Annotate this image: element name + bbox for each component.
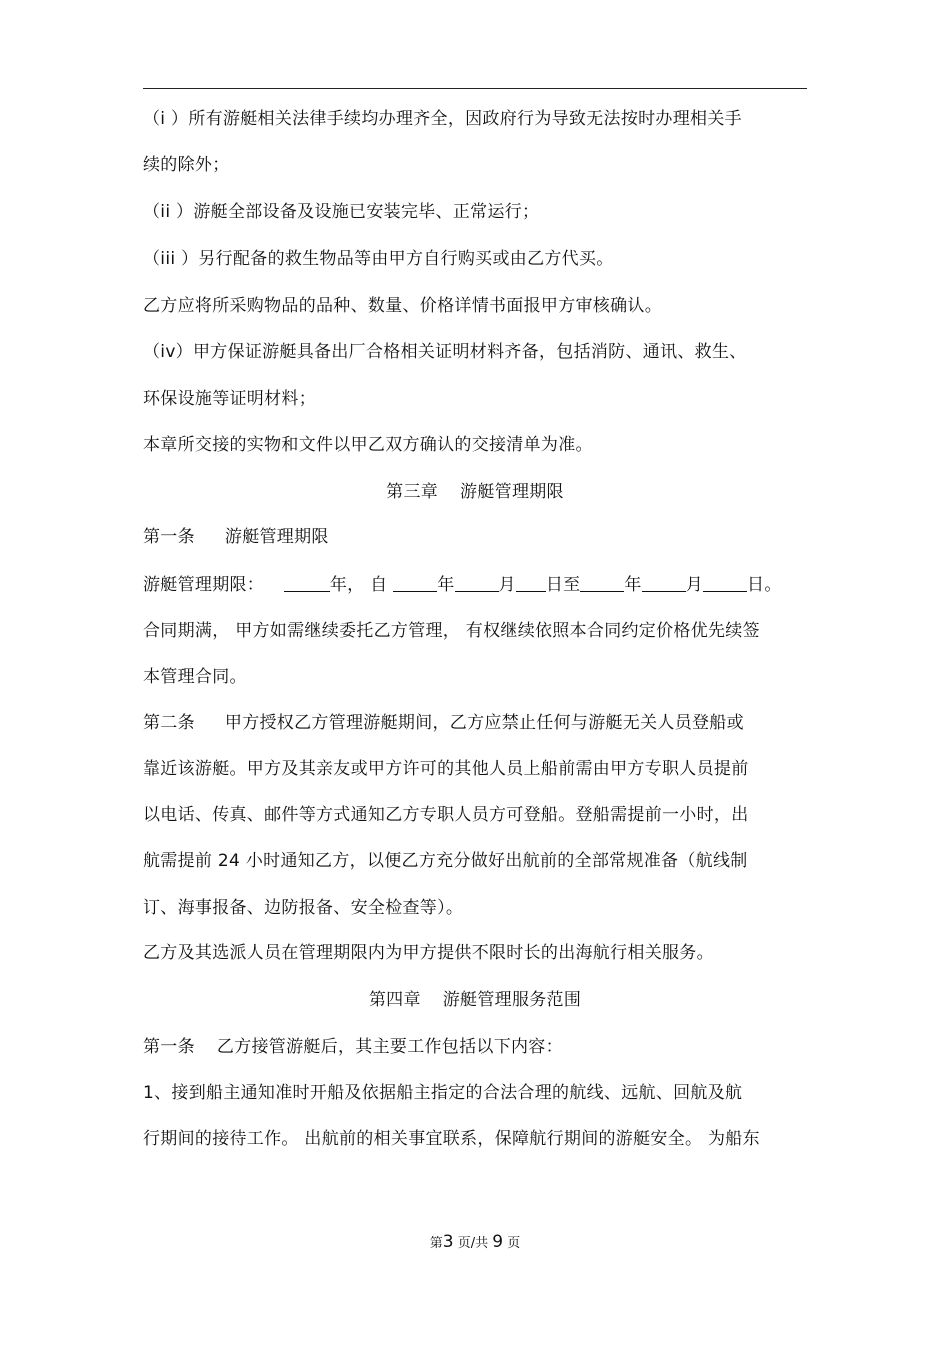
text-line: 合同期满， 甲方如需继续委托乙方管理， 有权继续依照本合同约定价格优先续签: [143, 621, 760, 641]
year-text: 年: [437, 575, 455, 595]
management-period-line: [143, 574, 782, 596]
footer-mid: 页/共: [453, 1236, 493, 1251]
text-line: 乙方应将所采购物品的品种、数量、价格详情书面报甲方审核确认。: [143, 296, 662, 316]
text-line: 行期间的接待工作。 出航前的相关事宜联系，保障航行期间的游艇安全。 为船东: [143, 1129, 760, 1149]
text-line: 续的除外；: [143, 155, 230, 175]
footer-prefix: 第: [429, 1236, 443, 1251]
text-line: 以电话、传真、邮件等方式通知乙方专职人员方可登船。登船需提前一小时，出: [143, 805, 749, 825]
blank-from-year: [393, 575, 437, 592]
from-text: 自: [370, 575, 388, 595]
chapter-heading: [0, 481, 950, 503]
chapter-number: 第三章: [386, 482, 439, 502]
total-pages: 9: [492, 1232, 504, 1252]
month-text: 月: [498, 575, 516, 595]
text-line: 订、海事报备、边防报备、安全检查等）。: [143, 898, 464, 918]
text-line: （ii ）游艇全部设备及设施已安装完毕、正常运行；: [143, 202, 540, 222]
article-text: 乙方接管游艇后，其主要工作包括以下内容：: [216, 1037, 563, 1057]
chapter-title: 游艇管理服务范围: [442, 990, 582, 1010]
period-label: 游艇管理期限：: [143, 575, 265, 595]
blank-to-day: [703, 575, 747, 592]
day-end-text: 日。: [747, 575, 782, 595]
blank-to-year: [580, 575, 624, 592]
text-line: 靠近该游艇。甲方及其亲友或甲方许可的其他人员上船前需由甲方专职人员提前: [143, 759, 749, 779]
article-number: 第一条: [143, 527, 195, 547]
text-line: 1、接到船主通知准时开船及依据船主指定的合法合理的航线、远航、回航及航: [143, 1083, 743, 1103]
article-number: 第一条: [143, 1037, 195, 1057]
month-text: 月: [685, 575, 704, 595]
article-paragraph: [143, 712, 744, 734]
blank-year: [284, 575, 330, 592]
blank-to-month: [642, 575, 686, 592]
day-to-text: 日至: [545, 575, 581, 595]
blank-from-day: [516, 575, 546, 592]
chapter-number: 第四章: [368, 990, 421, 1010]
article-title: 游艇管理期限: [224, 527, 329, 547]
text-line: 航需提前 24 小时通知乙方，以便乙方充分做好出航前的全部常规准备（航线制: [143, 851, 748, 871]
text-line: （iv）甲方保证游艇具备出厂合格相关证明材料齐备，包括消防、通讯、救生、: [143, 342, 747, 362]
chapter-heading: [0, 989, 950, 1011]
text-line: 环保设施等证明材料；: [143, 389, 316, 409]
article-number: 第二条: [143, 713, 195, 733]
year-text: 年: [624, 575, 642, 595]
text-line: （i ）所有游艇相关法律手续均办理齐全，因政府行为导致无法按时办理相关手: [143, 109, 742, 129]
text-line: 本管理合同。: [143, 667, 247, 687]
text-line: 本章所交接的实物和文件以甲乙双方确认的交接清单为准。: [143, 435, 593, 455]
chapter-title: 游艇管理期限: [460, 482, 564, 502]
year-text: 年，: [329, 575, 365, 595]
text-line: 乙方及其选派人员在管理期限内为甲方提供不限时长的出海航行相关服务。: [143, 943, 714, 963]
page-footer: [0, 1232, 950, 1252]
article-text: 甲方授权乙方管理游艇期间，乙方应禁止任何与游艇无关人员登船或: [224, 713, 744, 733]
page-number: 3: [442, 1232, 454, 1252]
article-paragraph: [143, 1036, 563, 1058]
article-heading: [143, 526, 329, 548]
footer-suffix: 页: [503, 1236, 521, 1251]
blank-from-month: [455, 575, 499, 592]
top-rule: [143, 88, 807, 89]
text-line: （iii ）另行配备的救生物品等由甲方自行购买或由乙方代买。: [143, 249, 614, 269]
